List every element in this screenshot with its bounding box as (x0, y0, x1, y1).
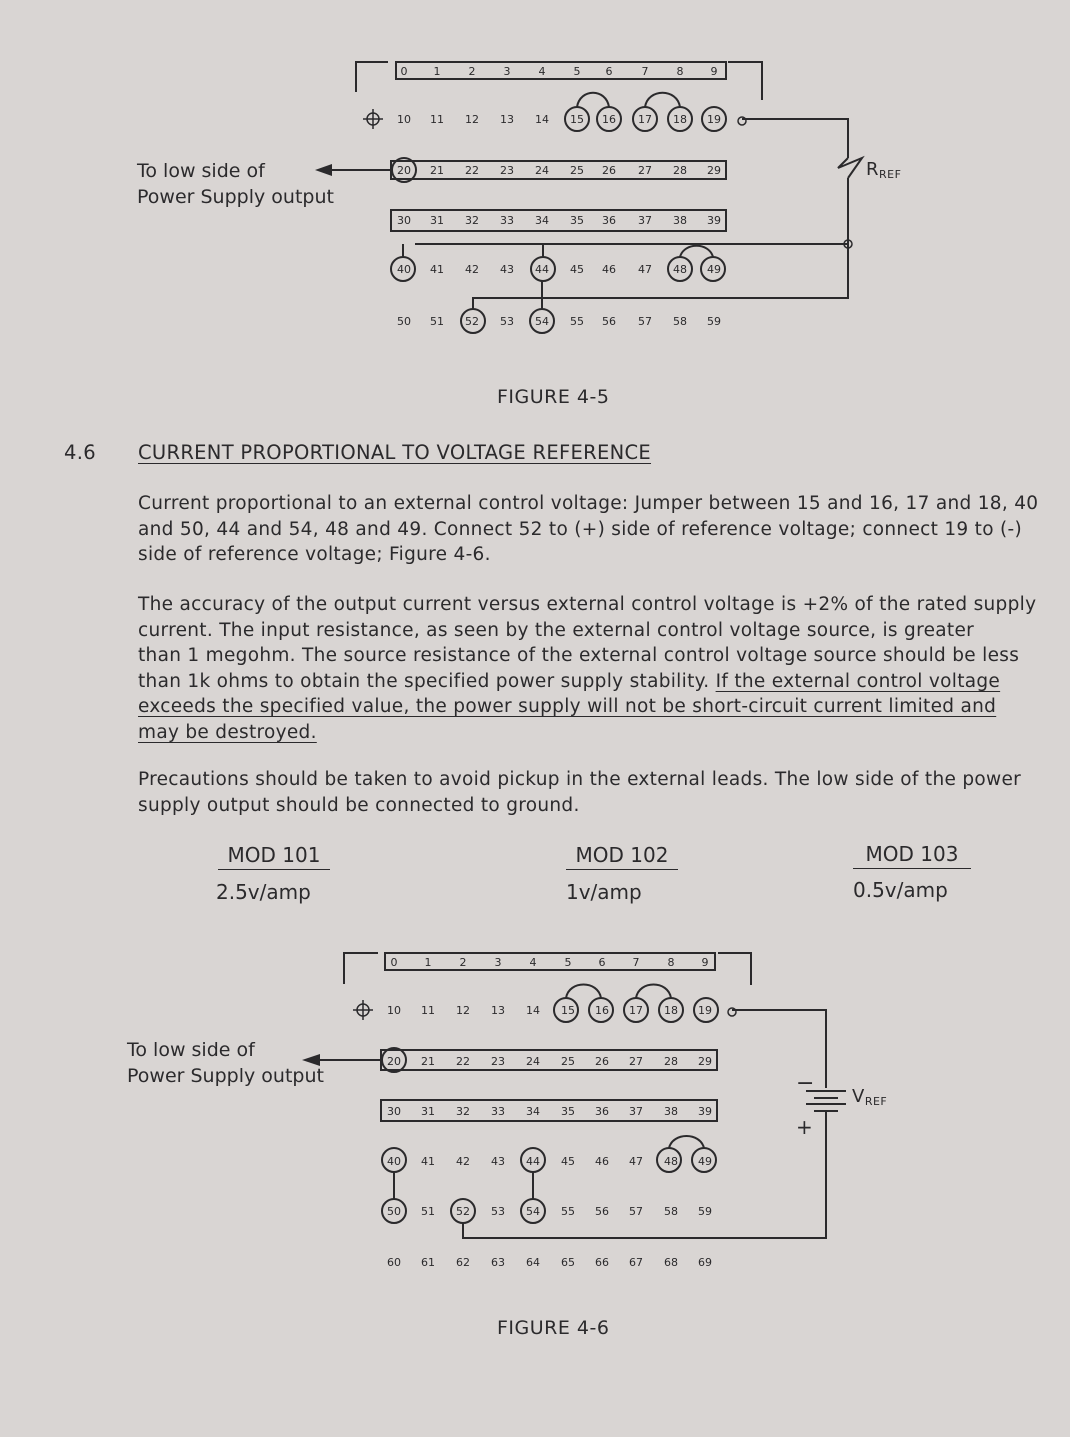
terminal-28: 28 (664, 1055, 678, 1068)
p1-line2: and 50, 44 and 54, 48 and 49. Connect 52 to (+) side of reference voltage; connect 19 to (-) (138, 518, 1023, 540)
terminal-49: 49 (707, 263, 721, 276)
terminal-6: 6 (598, 956, 606, 969)
terminal-24: 24 (526, 1055, 540, 1068)
figure-4-5-left-label (137, 158, 334, 210)
terminal-42: 42 (456, 1155, 470, 1168)
warning-text-middle: exceeds the specified value, the power supply will not be short-circuit current limited and (138, 696, 997, 717)
terminal-63: 63 (491, 1256, 505, 1269)
paragraph-3 (138, 767, 1021, 818)
terminal-43: 43 (500, 263, 514, 276)
terminal-48: 48 (673, 263, 687, 276)
terminal-8: 8 (667, 956, 675, 969)
mod-101-value: 2.5v/amp (216, 880, 311, 904)
terminal-36: 36 (602, 214, 616, 227)
minus-sign: − (796, 1071, 815, 1096)
v-ref-label: VREF (852, 1086, 888, 1108)
terminal-15: 15 (570, 113, 584, 126)
terminal-54: 54 (526, 1205, 540, 1218)
terminal-58: 58 (664, 1205, 678, 1218)
terminal-42: 42 (465, 263, 479, 276)
terminal-31: 31 (421, 1105, 435, 1118)
terminal-18: 18 (664, 1004, 678, 1017)
p2-line1: The accuracy of the output current versus external control voltage is +2% of the rated supply (138, 594, 1037, 615)
terminal-37: 37 (638, 214, 652, 227)
terminal-6: 6 (605, 65, 613, 78)
terminal-19: 19 (698, 1004, 712, 1017)
terminal-24: 24 (535, 164, 549, 177)
terminal-57: 57 (629, 1205, 643, 1218)
terminal-26: 26 (602, 164, 616, 177)
terminal-51: 51 (430, 315, 444, 328)
terminal-48: 48 (664, 1155, 678, 1168)
terminal-27: 27 (629, 1055, 643, 1068)
terminal-55: 55 (561, 1205, 575, 1218)
terminal-22: 22 (456, 1055, 470, 1068)
terminal-13: 13 (500, 113, 514, 126)
terminal-14: 14 (535, 113, 549, 126)
terminal-43: 43 (491, 1155, 505, 1168)
terminal-34: 34 (535, 214, 549, 227)
paragraph-2 (138, 592, 1036, 745)
p1-line1: Current proportional to an external control voltage: Jumper between 15 and 16, 17 and 18, 40 (138, 493, 1039, 514)
terminal-12: 12 (456, 1004, 470, 1017)
terminal-11: 11 (421, 1004, 435, 1017)
left-label-line1: To low side of (137, 160, 265, 182)
paragraph-1 (138, 491, 1038, 568)
terminal-45: 45 (561, 1155, 575, 1168)
terminal-10: 10 (387, 1004, 401, 1017)
terminal-25: 25 (561, 1055, 575, 1068)
terminal-64: 64 (526, 1256, 540, 1269)
terminal-11: 11 (430, 113, 444, 126)
figure-4-6-left-label (127, 1037, 324, 1089)
terminal-4: 4 (538, 65, 546, 78)
terminal-16: 16 (595, 1004, 609, 1017)
r-ref-label: RREF (866, 159, 902, 181)
terminal-23: 23 (491, 1055, 505, 1068)
terminal-36: 36 (595, 1105, 609, 1118)
p2-line4: than 1k ohms to obtain the specified power supply stability. If the external control voltage (138, 670, 1001, 692)
terminal-22: 22 (465, 164, 479, 177)
terminal-44: 44 (526, 1155, 540, 1168)
terminal-39: 39 (707, 214, 721, 227)
terminal-37: 37 (629, 1105, 643, 1118)
terminal-34: 34 (526, 1105, 540, 1118)
terminal-47: 47 (629, 1155, 643, 1168)
p1-line3: side of reference voltage; Figure 4-6. (138, 544, 491, 565)
warning-text-start: If the external control voltage (715, 670, 1001, 692)
terminal-26: 26 (595, 1055, 609, 1068)
section-title: CURRENT PROPORTIONAL TO VOLTAGE REFERENCE (138, 441, 652, 464)
terminal-49: 49 (698, 1155, 712, 1168)
figure-4-6-diagram (0, 940, 1070, 1290)
terminal-52: 52 (465, 315, 479, 328)
terminal-2: 2 (459, 956, 467, 969)
terminal-35: 35 (561, 1105, 575, 1118)
terminal-40: 40 (387, 1155, 401, 1168)
terminal-69: 69 (698, 1256, 712, 1269)
terminal-9: 9 (701, 956, 709, 969)
mod-103-value: 0.5v/amp (853, 878, 948, 902)
terminal-20: 20 (397, 164, 411, 177)
terminal-17: 17 (638, 113, 652, 126)
terminal-21: 21 (421, 1055, 435, 1068)
terminal-38: 38 (673, 214, 687, 227)
terminal-0: 0 (390, 956, 398, 969)
p2-line3: than 1 megohm. The source resistance of the external control voltage source should be less (138, 645, 1020, 666)
terminal-14: 14 (526, 1004, 540, 1017)
terminal-50: 50 (387, 1205, 401, 1218)
terminal-46: 46 (595, 1155, 609, 1168)
mod-101-heading: MOD 101 (218, 843, 330, 870)
figure-4-6-caption: FIGURE 4-6 (497, 1317, 610, 1339)
terminal-56: 56 (595, 1205, 609, 1218)
terminal-31: 31 (430, 214, 444, 227)
terminal-35: 35 (570, 214, 584, 227)
terminal-62: 62 (456, 1256, 470, 1269)
terminal-45: 45 (570, 263, 584, 276)
terminal-40: 40 (397, 263, 411, 276)
terminal-33: 33 (491, 1105, 505, 1118)
left-label-line1: To low side of (127, 1039, 255, 1061)
terminal-41: 41 (430, 263, 444, 276)
terminal-59: 59 (707, 315, 721, 328)
terminal-57: 57 (638, 315, 652, 328)
terminal-25: 25 (570, 164, 584, 177)
terminal-39: 39 (698, 1105, 712, 1118)
terminal-46: 46 (602, 263, 616, 276)
mod-102-heading: MOD 102 (566, 843, 678, 870)
p3-line2: supply output should be connected to ground. (138, 794, 580, 816)
terminal-7: 7 (641, 65, 649, 78)
terminal-32: 32 (456, 1105, 470, 1118)
terminal-65: 65 (561, 1256, 575, 1269)
p3-line1: Precautions should be taken to avoid pickup in the external leads. The low side of the power (138, 769, 1022, 790)
warning-text-end: may be destroyed. (138, 721, 317, 743)
left-label-line2: Power Supply output (137, 186, 334, 208)
terminal-12: 12 (465, 113, 479, 126)
figure-4-5-caption: FIGURE 4-5 (497, 386, 610, 408)
terminal-50: 50 (397, 315, 411, 328)
terminal-38: 38 (664, 1105, 678, 1118)
terminal-33: 33 (500, 214, 514, 227)
terminal-66: 66 (595, 1256, 609, 1269)
terminal-3: 3 (494, 956, 502, 969)
terminal-1: 1 (424, 956, 432, 969)
terminal-53: 53 (491, 1205, 505, 1218)
terminal-5: 5 (573, 65, 581, 78)
mod-103-heading: MOD 103 (853, 842, 971, 869)
terminal-52: 52 (456, 1205, 470, 1218)
terminal-13: 13 (491, 1004, 505, 1017)
terminal-29: 29 (707, 164, 721, 177)
terminal-17: 17 (629, 1004, 643, 1017)
terminal-27: 27 (638, 164, 652, 177)
terminal-15: 15 (561, 1004, 575, 1017)
terminal-67: 67 (629, 1256, 643, 1269)
terminal-58: 58 (673, 315, 687, 328)
terminal-55: 55 (570, 315, 584, 328)
terminal-4: 4 (529, 956, 537, 969)
terminal-41: 41 (421, 1155, 435, 1168)
terminal-1: 1 (433, 65, 441, 78)
terminal-53: 53 (500, 315, 514, 328)
p2-line2: current. The input resistance, as seen by the external control voltage source, is greater (138, 619, 975, 641)
terminal-20: 20 (387, 1055, 401, 1068)
terminal-5: 5 (564, 956, 572, 969)
section-number: 4.6 (64, 441, 96, 464)
terminal-23: 23 (500, 164, 514, 177)
terminal-2: 2 (468, 65, 476, 78)
terminal-30: 30 (387, 1105, 401, 1118)
terminal-19: 19 (707, 113, 721, 126)
terminal-56: 56 (602, 315, 616, 328)
terminal-61: 61 (421, 1256, 435, 1269)
terminal-51: 51 (421, 1205, 435, 1218)
terminal-7: 7 (632, 956, 640, 969)
terminal-59: 59 (698, 1205, 712, 1218)
terminal-32: 32 (465, 214, 479, 227)
terminal-3: 3 (503, 65, 511, 78)
terminal-28: 28 (673, 164, 687, 177)
terminal-29: 29 (698, 1055, 712, 1068)
terminal-44: 44 (535, 263, 549, 276)
terminal-0: 0 (400, 65, 408, 78)
terminal-18: 18 (673, 113, 687, 126)
terminal-30: 30 (397, 214, 411, 227)
terminal-16: 16 (602, 113, 616, 126)
plus-sign: + (796, 1115, 813, 1139)
left-label-line2: Power Supply output (127, 1065, 324, 1087)
terminal-9: 9 (710, 65, 718, 78)
terminal-68: 68 (664, 1256, 678, 1269)
terminal-10: 10 (397, 113, 411, 126)
terminal-8: 8 (676, 65, 684, 78)
terminal-47: 47 (638, 263, 652, 276)
terminal-54: 54 (535, 315, 549, 328)
terminal-21: 21 (430, 164, 444, 177)
terminal-60: 60 (387, 1256, 401, 1269)
mod-102-value: 1v/amp (566, 880, 642, 904)
